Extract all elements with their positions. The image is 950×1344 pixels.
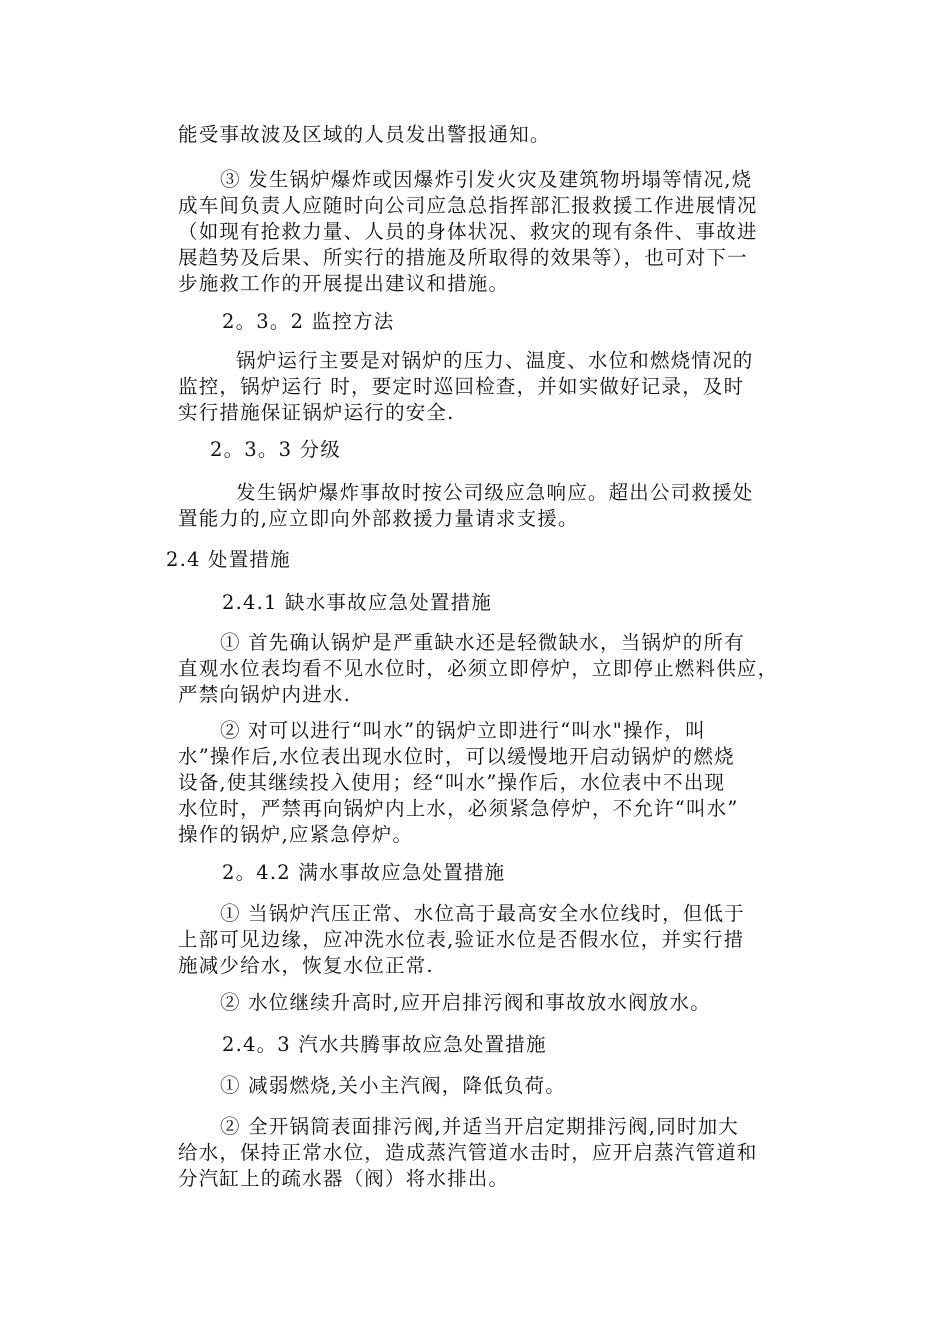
text-line: 直观水位表均看不见水位时，必须立即停炉，立即停止燃料供应， — [178, 657, 779, 680]
text-line: 锅炉运行主要是对锅炉的压力、温度、水位和燃烧情况的 — [236, 349, 754, 372]
text-line: 成车间负责人应随时向公司应急总指挥部汇报救援工作进展情况 — [178, 194, 758, 217]
text-line: 实行措施保证锅炉运行的安全. — [178, 401, 455, 424]
heading-text: 2。3。2 监控方法 — [222, 310, 395, 333]
text-line: 步施救工作的开展提出建议和措施。 — [178, 272, 510, 295]
heading-2-4-2 — [222, 860, 852, 886]
text-line: 置能力的,应立即向外部救援力量请求支援。 — [178, 507, 579, 530]
text-line: 能受事故波及区域的人员发出警报通知。 — [178, 123, 551, 146]
heading-2-3-3 — [210, 437, 840, 463]
text-line: 给水，保持正常水位，造成蒸汽管道水击时，应开启蒸汽管道和 — [178, 1141, 758, 1164]
text-line: （如现有抢救力量、人员的身体状况、救灾的现有条件、事故进 — [178, 220, 758, 243]
heading-text: 2。4.2 满水事故应急处置措施 — [222, 861, 506, 884]
text-line: 水位时，严禁再向锅炉内上水，必须紧急停炉，不允许“叫水” — [178, 797, 739, 820]
heading-2-4 — [166, 547, 796, 573]
text-line: 严禁向锅炉内进水. — [178, 683, 351, 706]
paragraph-grading — [178, 480, 808, 532]
text-line: ① 减弱燃烧,关小主汽阀，降低负荷。 — [220, 1074, 566, 1097]
paragraph-warning-notice — [178, 122, 808, 148]
paragraph-explosion-report — [178, 167, 808, 297]
text-line: 展趋势及后果、所实行的措施及所取得的效果等），也可对下一 — [178, 246, 748, 269]
text-line: ② 水位继续升高时,应开启排污阀和事故放水阀放水。 — [220, 991, 711, 1014]
text-line: ② 对可以进行“叫水”的锅炉立即进行“叫水"操作，叫 — [220, 719, 706, 742]
paragraph-water-shortage-1 — [178, 630, 808, 708]
text-line: 施减少给水，恢复水位正常. — [178, 954, 434, 977]
heading-text: 2.4.1 缺水事故应急处置措施 — [222, 591, 493, 614]
text-line: ① 当锅炉汽压正常、水位高于最高安全水位线时，但低于 — [220, 902, 745, 925]
paragraph-foaming-1 — [178, 1073, 808, 1099]
heading-2-3-2 — [222, 309, 852, 335]
paragraph-water-shortage-2 — [178, 718, 808, 848]
paragraph-full-water-2 — [178, 990, 808, 1016]
text-line: 分汽缸上的疏水器（阀）将水排出。 — [178, 1167, 510, 1190]
heading-2-4-3 — [222, 1032, 852, 1058]
heading-2-4-1 — [222, 590, 852, 616]
text-line: 监控，锅炉运行 时，要定时巡回检查，并如实做好记录，及时 — [178, 375, 745, 398]
heading-text: 2。3。3 分级 — [210, 438, 342, 461]
text-line: ① 首先确认锅炉是严重缺水还是轻微缺水，当锅炉的所有 — [220, 631, 745, 654]
text-line: ② 全开锅筒表面排污阀,并适当开启定期排污阀,同时加大 — [220, 1115, 739, 1138]
heading-text: 2.4 处置措施 — [166, 548, 291, 571]
paragraph-monitoring — [178, 348, 808, 426]
text-line: 发生锅炉爆炸事故时按公司级应急响应。超出公司救援处 — [236, 481, 754, 504]
text-line: 水”操作后,水位表出现水位时，可以缓慢地开启动锅炉的燃烧 — [178, 745, 735, 768]
paragraph-full-water-1 — [178, 901, 808, 979]
text-line: 操作的锅炉,应紧急停炉。 — [178, 823, 414, 846]
text-line: 上部可见边缘，应冲洗水位表,验证水位是否假水位，并实行措 — [178, 928, 745, 951]
text-line: ③ 发生锅炉爆炸或因爆炸引发火灾及建筑物坍塌等情况,烧 — [220, 168, 753, 191]
text-line: 设备,使其继续投入使用；经“叫水”操作后，水位表中不出现 — [178, 771, 726, 794]
heading-text: 2.4。3 汽水共腾事故应急处置措施 — [222, 1033, 547, 1056]
paragraph-foaming-2 — [178, 1114, 808, 1192]
